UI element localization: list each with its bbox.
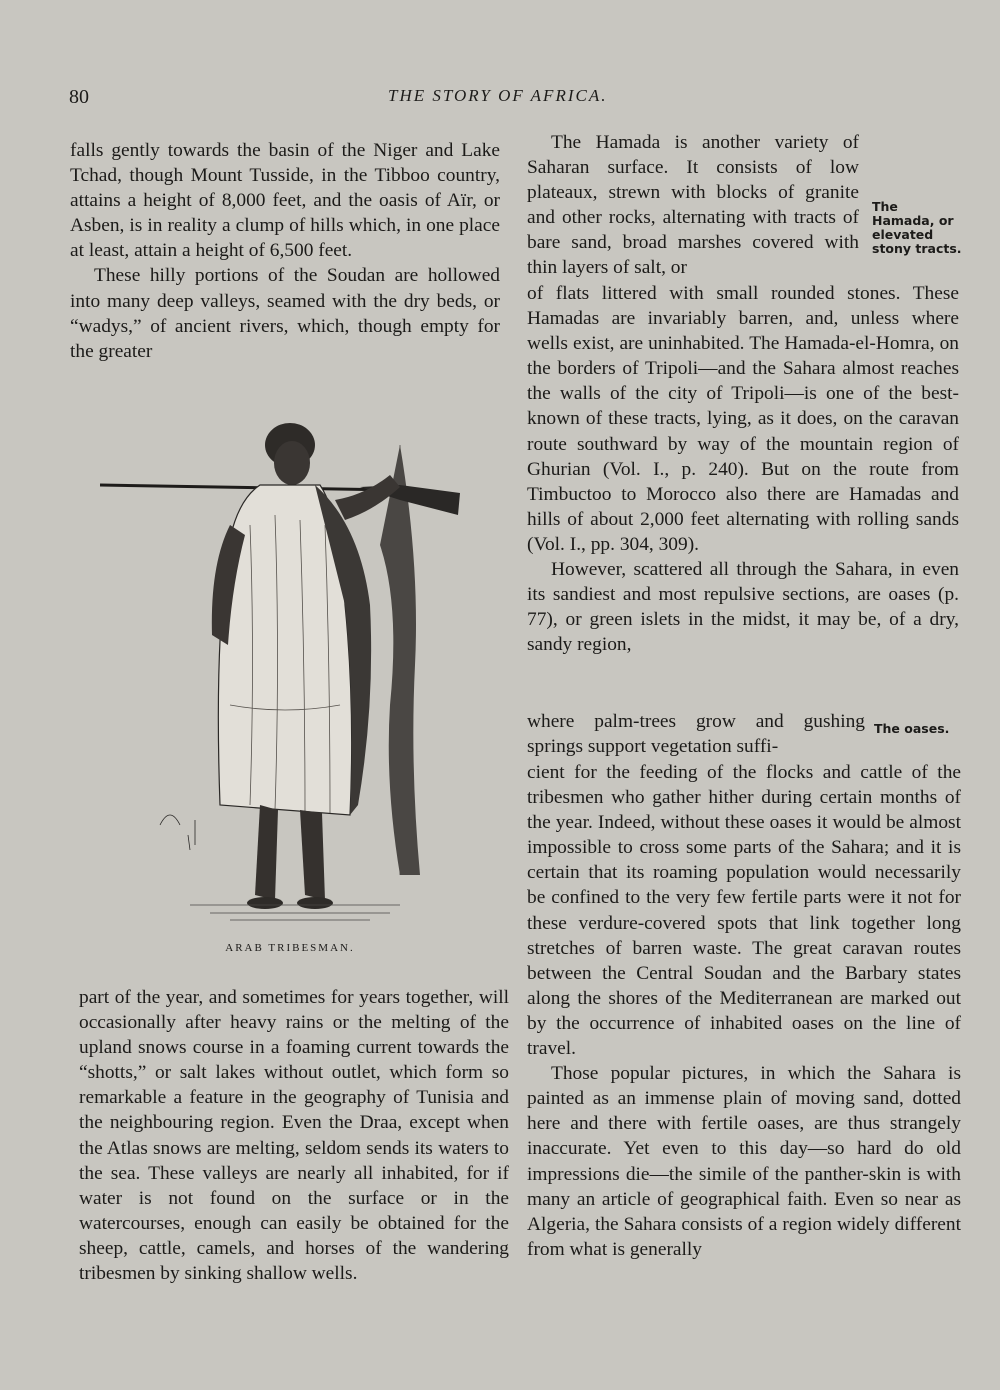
figure-arab-tribesman (100, 405, 480, 954)
right-paragraph-3: Those popular pictures, in which the Sahara is painted as an immense plain of moving sand, dotted here and there with fertile oases, are thus strangely inaccurate. Yet even to this day—so hard do old impressions die—the simile of the panther-skin is with many an article of geographical faith. Even so near as Algeria, the Sahara consists of a region widely different from what is generally (527, 1063, 961, 1260)
left-paragraph-1: falls gently towards the basin of the Niger and Lake Tchad, though Mount Tusside, in the Tibboo country, attains a height of 8,000 feet, and the oasis of Aïr, or Asben, is in reality a clump of hills which, in one place at least, attain a height of 6,500 feet. (70, 140, 500, 262)
right-column-hamada (527, 281, 959, 657)
right-paragraph-2a: However, scattered all through the Sahara, in even its sandiest and most repulsive sections, are oases (p. 77), or green islets in the midst, it may be, of a dry, sandy region, (527, 559, 959, 656)
left-column-top (70, 138, 500, 364)
sidenote-hamada: The Hamada, or elevated stony tracts. (872, 199, 962, 256)
left-paragraph-2: These hilly portions of the Soudan are hollowed into many deep valleys, seamed with the dry beds, or “wadys,” of ancient rivers, which, though empty for the greater (70, 265, 500, 362)
right-paragraph-1a: The Hamada is another variety of Saharan surface. It consists of low plateaux, strewn with blocks of granite and other rocks, alternating with tracts of bare sand, broad marshes covered with thin layers of salt, or (527, 132, 859, 279)
page-number: 80 (69, 86, 89, 108)
sidenote-oases: The oases. (874, 721, 950, 736)
running-head (0, 86, 1000, 116)
right-column-oases-note (527, 709, 865, 759)
engraving-illustration (100, 405, 480, 935)
figure-caption: ARAB TRIBESMAN. (225, 942, 355, 954)
left-paragraph-2-continued: part of the year, and sometimes for years together, will occasionally after heavy rains or the melting of the upland snows course in a foaming current towards the “shotts,” or salt lakes without outlet, which form so remarkable a feature in the geography of Tunisia and the neighbouring region. Even the Draa, except when the Atlas snows are melting, seldom sends its waters to the sea. These valleys are nearly all inhabited, for if water is not found on the surface or in the watercourses, enough can easily be obtained for the sheep, cattle, camels, and horses of the wandering tribesmen by sinking shallow wells. (79, 987, 509, 1285)
running-title: THE STORY OF AFRICA. (388, 86, 608, 105)
right-column-hamada-start (527, 130, 859, 281)
right-column-oases (527, 760, 961, 1262)
right-paragraph-2b: where palm-trees grow and gushing springs support vegetation suffi- (527, 711, 865, 758)
right-paragraph-1b: of flats littered with small rounded stones. These Hamadas are invariably barren, and, unless where wells exist, are uninhabited. The Hamada-el-Homra, on the borders of Tripoli—and the Sahara almost reaches the walls of the city of Tripoli—is one of the best-known of these tracts, lying, as it does, on the caravan route southward by way of the mountain region of Ghurian (Vol. I., p. 240). But on the route from Timbuctoo to Morocco also there are Hamadas and hills of about 2,000 feet alternating with rolling sands (Vol. I., pp. 304, 309). (527, 283, 959, 555)
right-paragraph-2c: cient for the feeding of the flocks and cattle of the tribesmen who gather hither during certain months of the year. Indeed, without these oases it would be almost impossible to cross some parts of the Sahara; and it is certain that its roaming population would necessarily be confined to the very few fertile parts were it not for these verdure-covered spots that link together long stretches of barren waste. The great caravan routes between the Central Soudan and the Barbary states along the shores of the Mediterranean are marked out by the occurrence of inhabited oases on the line of travel. (527, 762, 961, 1060)
left-column-bottom (79, 985, 509, 1286)
